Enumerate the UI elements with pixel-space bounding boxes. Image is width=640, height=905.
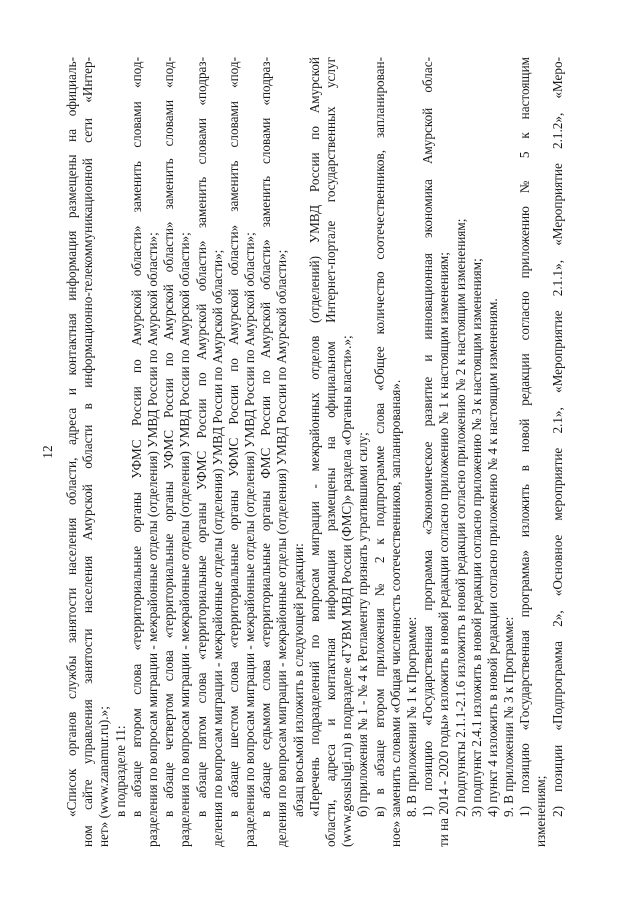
text-line: ное» заменить словами «Общая численность соотечественников, запланированая». — [387, 379, 403, 847]
text-line: изменениям; — [533, 775, 549, 847]
text-line: 8. В приложении № 1 к Программе: — [403, 616, 419, 817]
text-line: в абзаце втором слова «территориальные органы УФМС России по Амурской области» заменить словами «под- — [128, 57, 144, 817]
text-line: в абзаце четвертом слова «территориальные органы УФМС России по Амурской области» заменить словами «под- — [161, 57, 177, 817]
text-line: области, адреса и контактная информация размещены на официальном Интернет-портале государственных услуг — [323, 57, 338, 847]
page-number: 12 — [40, 445, 55, 459]
rotated-text-block — [40, 57, 600, 847]
text-line: 1) позицию «Государственная программа» изложить в новой редакции согласно приложению № 5 к настоящим — [517, 57, 533, 817]
text-line: в абзаце шестом слова «территориальные органы УФМС России по Амурской области» заменить словами «под- — [225, 57, 241, 817]
text-line: разделения по вопросам миграции - межрайонные отделы (отделения) УМВД России по Амурской области»; — [177, 232, 193, 847]
text-line: 2) позиции «Подпрограмма 2», «Основное мероприятие 2.1», «Мероприятие 2.1.1», «Мероприятие 2.1.2», «Меро- — [549, 57, 565, 817]
text-line: деления по вопросам миграции - межрайонные отделы (отделения) УМВД России по Амурской области»; — [274, 249, 290, 847]
text-line: в подразделе 11: — [112, 725, 128, 817]
text-line: в абзаце пятом слова «территориальные органы УФМС России по Амурской области» заменить словами «подраз- — [193, 57, 209, 817]
text-line: б) приложения № 1 - № 4 к Регламенту признать утратившими силу; — [355, 432, 371, 817]
text-line: 9. В приложении № 3 к Программе: — [501, 616, 517, 817]
document-body — [64, 57, 566, 847]
text-line: 1) позицию «Государственная программа «Экономическое развитие и инновационная экономика Амурской облас- — [420, 57, 436, 817]
text-line: разделения по вопросам миграции - межрайонные отделы (отделения) УМВД России по Амурской области»; — [144, 232, 160, 847]
text-line: ти на 2014 - 2020 годы» изложить в новой редакции согласно приложению № 1 к настоящим изменениям; — [436, 252, 452, 847]
text-line: абзац восьмой изложить в следующей редакции: — [290, 543, 306, 817]
text-line: разделения по вопросам миграции - межрайонные отделы (отделения) УМВД России по Амурской области»; — [242, 232, 258, 847]
text-line: в абзаце седьмом слова «территориальные органы ФМС России по Амурской области» заменить словами «подраз- — [258, 57, 274, 817]
text-line: «Перечень подразделений по вопросам миграции - межрайонных отделов (отделений) УМВД России по Амурской — [306, 57, 322, 817]
text-line: нет» (www.zanamur.ru).»; — [96, 706, 112, 847]
text-line: 2) подпункты 2.1.1-2.1.6 изложить в новой редакции согласно приложению № 2 к настоящим изменениям; — [452, 218, 468, 817]
text-line: (www.gosuslugi.ru) в подразделе «ГУВМ МВД России (ФМС)» раздела «Органы власти».»; — [339, 335, 355, 847]
text-line: деления по вопросам миграции - межрайонные отделы (отделения) УМВД России по Амурской области»; — [209, 249, 225, 847]
text-line: 4) пункт 4 изложить в новой редакции согласно приложению № 4 к настоящим изменениям. — [484, 298, 500, 817]
text-line: ном сайте управления занятости населения Амурской области в информационно-телекоммуникационной сети «Интер- — [80, 57, 96, 847]
text-line: «Список органов службы занятости населения области, адреса и контактная информация размещены на официаль- — [64, 57, 79, 817]
text-line: 3) подпункт 2.4.1 изложить в новой редакции согласно приложению № 3 к настоящим изменениям; — [468, 258, 484, 817]
text-line: в) в абзаце втором приложения № 2 к подпрограмме слова «Общее количество соотечественников, запланирован- — [371, 57, 387, 817]
